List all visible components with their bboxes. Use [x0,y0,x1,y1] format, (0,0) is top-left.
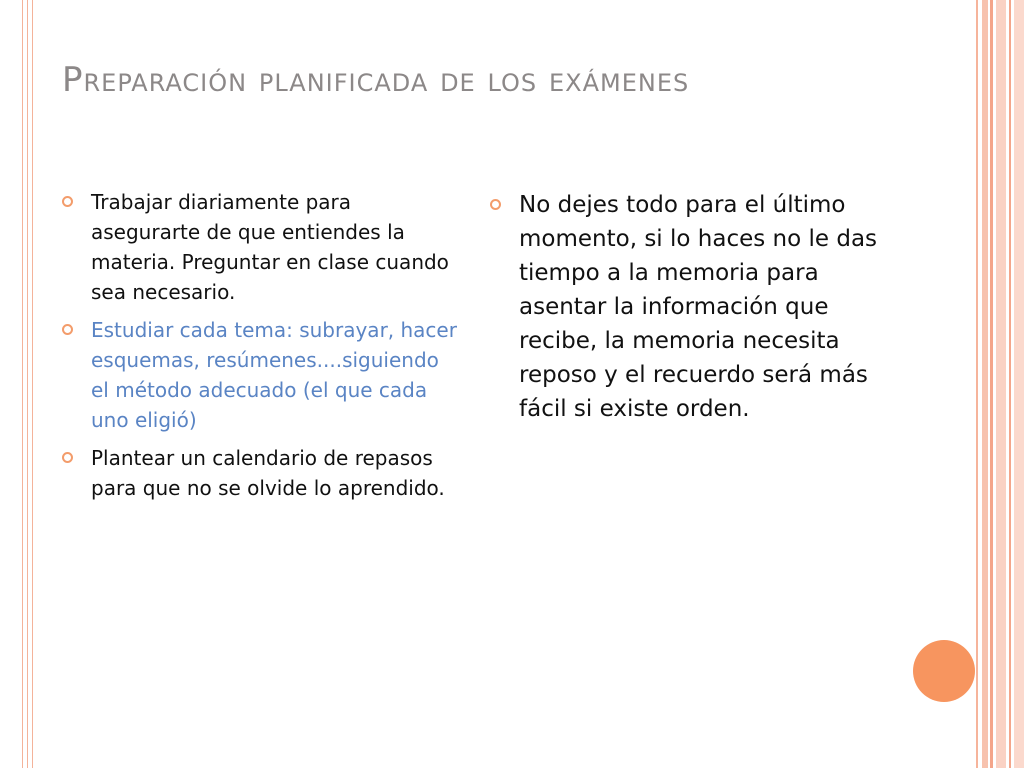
bullet-item [62,315,462,435]
stripe [990,0,993,768]
orange-circle-decoration [913,640,975,702]
bullet-text: Estudiar cada tema: subrayar, hacer esquemas, resúmenes....siguiendo el método adecuado (el que cada uno eligió) [91,318,457,432]
bullet-text: No dejes todo para el último momento, si lo haces no le das tiempo a la memoria para asentar la información que recibe, la memoria necesita reposo y el recuerdo será más fácil si existe orden. [519,192,878,422]
stripe [1009,0,1011,768]
bullet-text: Trabajar diariamente para asegurarte de que entiendes la materia. Preguntar en clase cuando sea necesario. [91,190,449,304]
bullet-text: Plantear un calendario de repasos para que no se olvide lo aprendido. [91,446,445,500]
stripe [976,0,978,768]
right-decorative-stripes [976,0,1024,768]
bullet-item [62,443,462,503]
left-border-line [32,0,33,768]
slide-title: Preparación planificada de los exámenes [62,60,690,100]
stripe [996,0,1006,768]
bullet-item [62,187,462,307]
left-border-line [22,0,23,768]
bullet-circle-icon [490,199,501,210]
left-bullet-list [62,187,462,511]
stripe [1014,0,1024,768]
bullet-item [490,188,880,426]
bullet-circle-icon [62,452,73,463]
right-bullet-list [490,188,880,426]
left-border-line [27,0,28,768]
bullet-circle-icon [62,324,73,335]
bullet-circle-icon [62,196,73,207]
stripe [982,0,988,768]
